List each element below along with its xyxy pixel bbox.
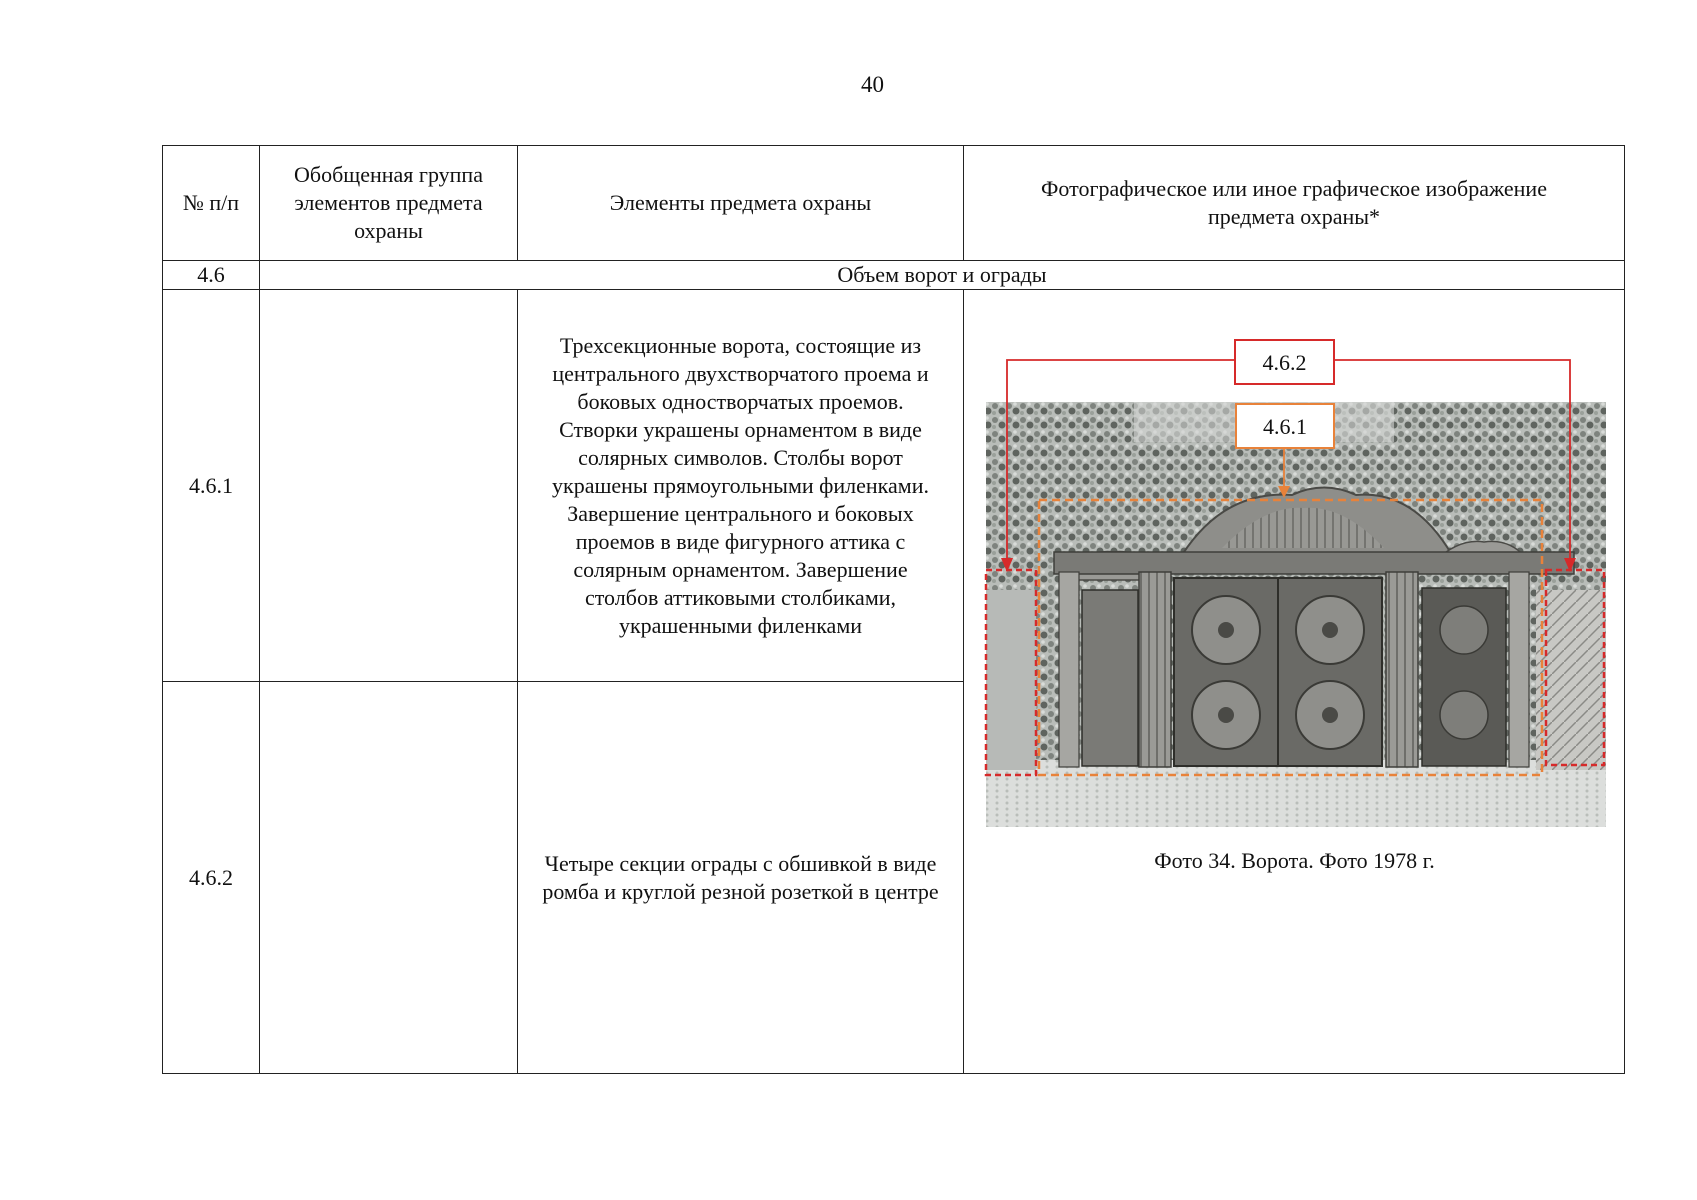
gate-photo (986, 402, 1606, 827)
gate-photo-figure (964, 290, 1625, 850)
photo-cell (964, 290, 1625, 1074)
row-group (260, 682, 518, 1074)
row-group (260, 290, 518, 682)
table-header-row (163, 146, 1625, 261)
header-elements: Элементы предмета охраны (518, 146, 964, 261)
protection-table (162, 145, 1625, 1074)
header-image: Фотографическое или иное графическое изображение предмета охраны* (964, 146, 1625, 261)
header-group: Обобщенная группа элементов предмета охраны (260, 146, 518, 261)
callout-text-4-6-1: 4.6.1 (1263, 414, 1307, 439)
page-number: 40 (861, 72, 884, 97)
row-num: 4.6.1 (163, 290, 260, 682)
section-title: Объем ворот и ограды (260, 261, 1625, 290)
photo-area (964, 290, 1625, 1075)
table-row (163, 290, 1625, 682)
section-row (163, 261, 1625, 290)
header-num: № п/п (163, 146, 260, 261)
row-description: Четыре секции ограды с обшивкой в виде ромба и круглой резной розеткой в центре (518, 682, 964, 1074)
callout-label-4-6-1 (1236, 404, 1334, 448)
callout-label-4-6-2 (1235, 340, 1334, 384)
callout-text-4-6-2: 4.6.2 (1262, 350, 1307, 375)
row-description: Трехсекционные ворота, состоящие из центрального двухстворчатого проема и боковых одностворчатых проемов. Створки украшены орнаментом в виде солярных символов. Столбы ворот украшены прямоугольными филенками. Завершение центрального и боковых проемов в виде фигурного аттика с солярным орнаментом. Завершение столбов аттиковыми столбиками, украшенными филенками (518, 290, 964, 682)
row-num: 4.6.2 (163, 682, 260, 1074)
photo-caption: Фото 34. Ворота. Фото 1978 г. (1154, 848, 1435, 873)
section-num: 4.6 (163, 261, 260, 290)
